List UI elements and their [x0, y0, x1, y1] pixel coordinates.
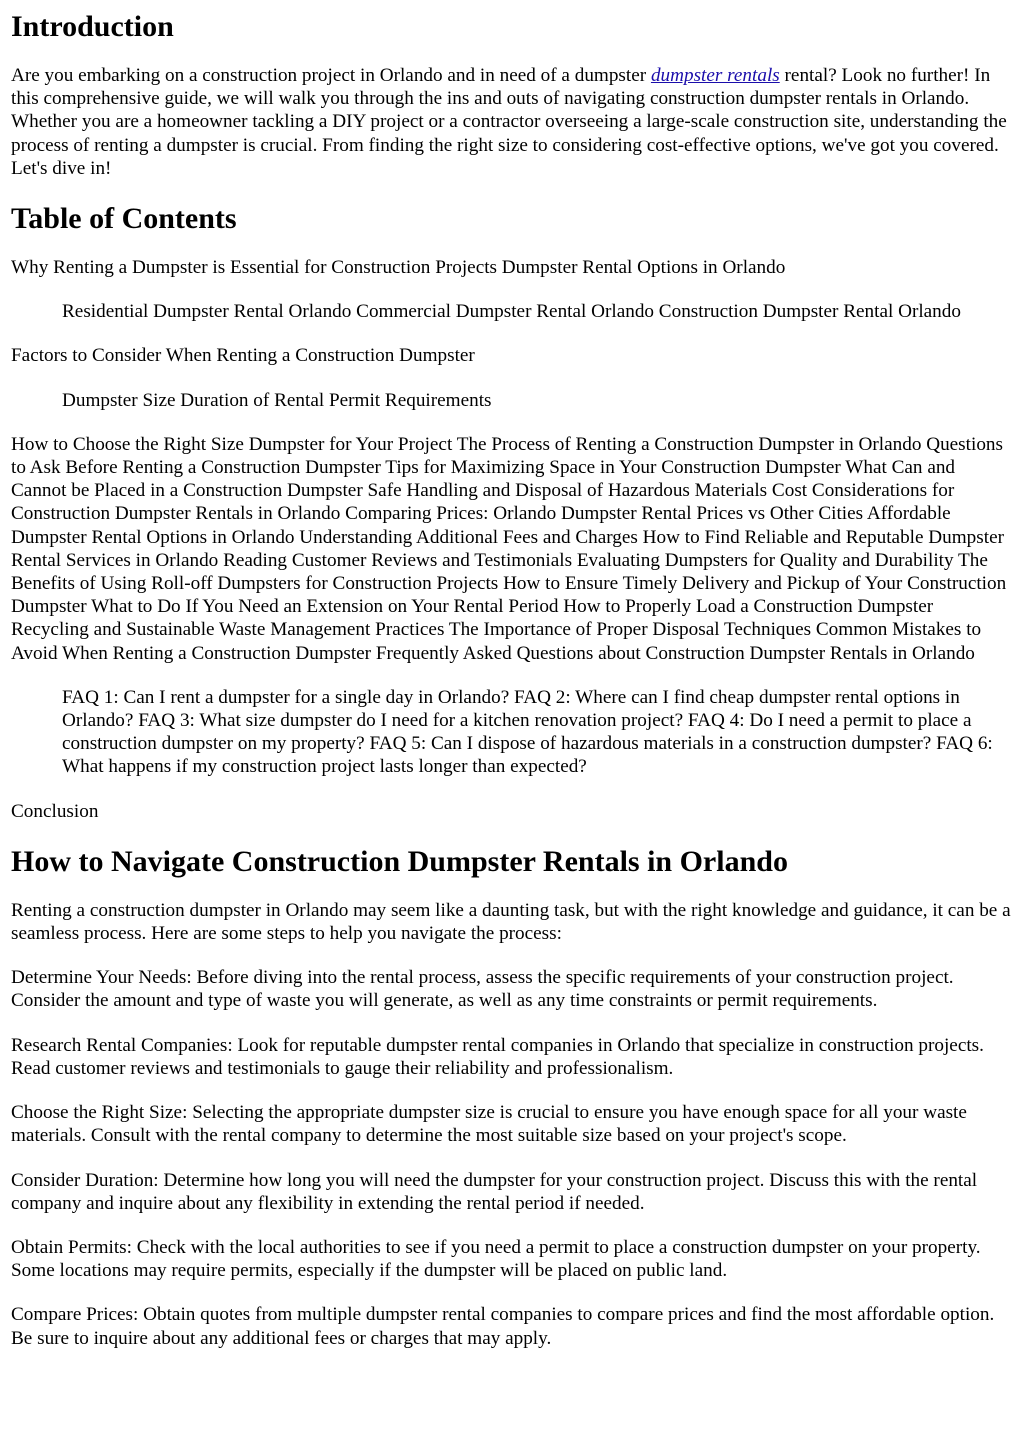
- intro-text-end: rental? Look no further! In this comprehensive guide, we will walk you through the ins and outs of navigating construction dumpster rentals in Orlando. Whether you are a homeowner tackling a DIY project or a contractor overseeing a large-scale construction site, understanding the process of renting a dumpster is crucial. From finding the right size to considering cost-effective options, we've got you covered. Let's dive in!: [11, 65, 1007, 179]
- dumpster-rentals-link[interactable]: dumpster rentals: [650, 65, 780, 86]
- toc-block-2: Residential Dumpster Rental Orlando Commercial Dumpster Rental Orlando Construction Dumpster Rental Orlando: [62, 301, 961, 323]
- navigate-heading: How to Navigate Construction Dumpster Rentals in Orlando: [11, 844, 788, 878]
- navigate-paragraph: Choose the Right Size: Selecting the appropriate dumpster size is crucial to ensure you have enough space for all your waste materials. Consult with the rental company to determine the most suitable size based on your project's scope.: [11, 1102, 967, 1147]
- table-of-contents-heading: Table of Contents: [11, 202, 237, 236]
- toc-block-5: How to Choose the Right Size Dumpster for Your Project The Process of Renting a Construction Dumpster in Orlando Questions to Ask Before Renting a Construction Dumpster Tips for Maximizing Space in Your Construction Dumpster What Can and Cannot be Placed in a Construction Dumpster Safe Handling and Disposal of Hazardous Materials Cost Considerations for Construction Dumpster Rentals in Orlando Comparing Prices: Orlando Dumpster Rental Prices vs Other Cities Affordable Dumpster Rental Options in Orlando Understanding Additional Fees and Charges How to Find Reliable and Reputable Dumpster Rental Services in Orlando Reading Customer Reviews and Testimonials Evaluating Dumpsters for Quality and Durability The Benefits of Using Roll-off Dumpsters for Construction Projects How to Ensure Timely Delivery and Pickup of Your Construction Dumpster What to Do If You Need an Extension on Your Rental Period How to Properly Load a Construction Dumpster Recycling and Sustainable Waste Management Practices The Importance of Proper Disposal Techniques Common Mistakes to Avoid When Renting a Construction Dumpster Frequently Asked Questions about Construction Dumpster Rentals in Orlando: [11, 433, 1007, 664]
- introduction-heading: Introduction: [11, 10, 174, 43]
- document-page: [0, 9, 1024, 1350]
- toc-block-6: FAQ 1: Can I rent a dumpster for a single day in Orlando? FAQ 2: Where can I find cheap dumpster rental options in Orlando? FAQ 3: What size dumpster do I need for a kitchen renovation project? FAQ 4: Do I need a permit to place a construction dumpster on my property? FAQ 5: Can I dispose of hazardous materials in a construction dumpster? FAQ 6: What happens if my construction project lasts longer than expected?: [62, 686, 993, 778]
- navigate-paragraph: Renting a construction dumpster in Orlando may seem like a daunting task, but with the right knowledge and guidance, it can be a seamless process. Here are some steps to help you navigate the process:: [11, 899, 1011, 945]
- navigate-paragraph: Compare Prices: Obtain quotes from multiple dumpster rental companies to compare prices and find the most affordable option. Be sure to inquire about any additional fees or charges that may apply.: [11, 1304, 995, 1349]
- toc-block-3: Factors to Consider When Renting a Construction Dumpster: [11, 345, 475, 367]
- intro-text-start: Are you embarking on a construction project in Orlando and in need of a dumpster: [11, 65, 651, 86]
- introduction-paragraph: [11, 64, 1014, 180]
- navigate-paragraph: Consider Duration: Determine how long you will need the dumpster for your construction project. Discuss this with the rental company and inquire about any flexibility in extending the rental period if needed.: [11, 1169, 978, 1214]
- toc-block-7: Conclusion: [11, 800, 99, 822]
- navigate-paragraph: Determine Your Needs: Before diving into the rental process, assess the specific requirements of your construction project. Consider the amount and type of waste you will generate, as well as any time constraints or permit requirements.: [11, 967, 954, 1012]
- navigate-paragraph: Research Rental Companies: Look for reputable dumpster rental companies in Orlando that specialize in construction projects. Read customer reviews and testimonials to gauge their reliability and professionalism.: [11, 1034, 984, 1079]
- navigate-paragraph: Obtain Permits: Check with the local authorities to see if you need a permit to place a construction dumpster on your property. Some locations may require permits, especially if the dumpster will be placed on public land.: [11, 1236, 981, 1282]
- toc-block-1: Why Renting a Dumpster is Essential for Construction Projects Dumpster Rental Options in Orlando: [11, 257, 786, 279]
- toc-block-4: Dumpster Size Duration of Rental Permit Requirements: [62, 389, 492, 411]
